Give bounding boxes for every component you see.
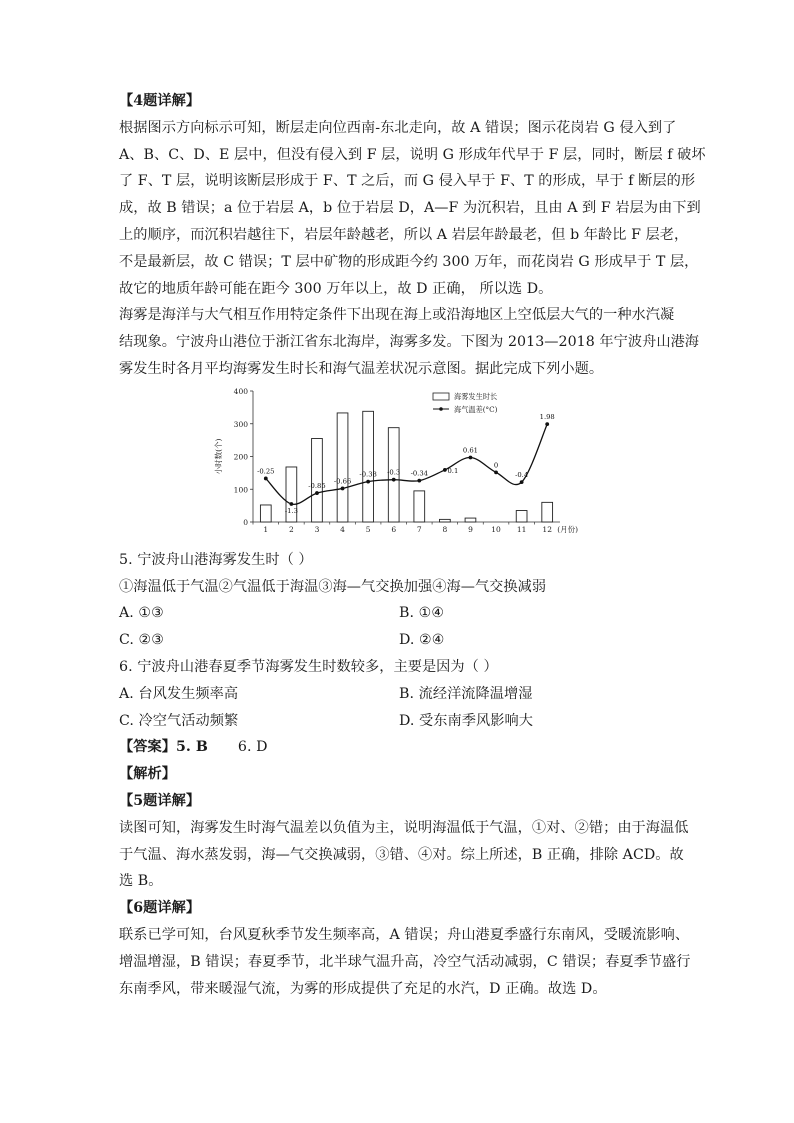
x-tick-label: 5 [365,524,371,534]
bar [440,519,451,522]
legend-line-marker [439,407,443,411]
q6-stem: 6. 宁波舟山港春夏季节海雾发生时数较多，主要是因为（ ） [119,658,498,675]
y-tick-label: 300 [233,419,248,429]
temperature-point [545,422,549,426]
q6-detail-heading: 【6题详解】 [119,900,201,917]
x-tick-label: 3 [314,524,320,534]
x-tick-label: 4 [340,524,345,534]
legend-line-label: 海气温差(°C) [454,404,498,414]
text-line: 选 B。 [119,873,163,890]
temperature-point [494,470,498,474]
fog-chart-svg [214,383,579,543]
text-line: 结现象。宁波舟山港位于浙江省东北海岸，海雾多发。下图为 2013—2018 年宁波舟山港海 [119,334,700,351]
text-line: 上的顺序，而沉积岩越往下，岩层年龄越老，所以 A 岩层年龄最老，但 b 年龄比 F 层老， [119,226,689,243]
temperature-data-label: -0.3 [387,468,401,477]
temperature-point [520,480,524,484]
temperature-point [443,468,447,472]
analysis-heading: 【解析】 [119,766,176,783]
temperature-line [266,424,547,504]
bar [516,510,527,521]
temperature-data-label: 0.1 [447,466,459,475]
legend-bar-swatch [433,393,449,400]
text-line: 联系已学可知，台风夏秋季节发生频率高，A 错误；舟山港夏季盛行东南风，受暖流影响、 [119,926,690,943]
q6-detail-text [119,922,691,1002]
y-tick-label: 200 [233,452,248,462]
answer-second: 6. D [237,739,268,756]
y-tick-label: 0 [243,517,248,527]
option-d: D. ②④ [399,632,445,649]
intro-text [119,302,700,382]
text-line: 读图可知，海雾发生时海气温差以负值为主，说明海温低于气温，①对、②错；由于海温低 [119,819,689,836]
temperature-point [289,502,293,506]
q5-options-row2 [119,627,679,654]
text-line: 成，故 B 错误；a 位于岩层 A，b 位于岩层 D，A—F 为沉积岩，且由 A 到 F 岩层为由下到 [119,200,701,217]
temperature-data-label: -0.25 [257,467,275,476]
text-line: 于气温、海水蒸发弱，海—气交换减弱，③错、④对。综上所述，B 正确，排除 ACD。故 [119,846,684,863]
text-line: 增温增湿，B 错误；春夏季节，北半球气温升高，冷空气活动减弱，C 错误；春夏季节盛行 [119,953,691,970]
answer-label: 【答案】5. B [119,739,208,756]
option-b: B. ①④ [399,605,445,622]
bar [337,413,348,522]
temperature-data-label: 0 [493,461,499,470]
temperature-data-label: 1.98 [539,412,555,421]
temperature-data-label: -0.4 [515,470,529,479]
text-line: 东南季风，带来暖湿气流，为雾的形成提供了充足的水汽，D 正确。故选 D。 [119,980,607,997]
bar [363,411,374,522]
bar [260,505,271,522]
legend-bar-label: 海雾发生时长 [454,391,498,401]
temperature-point [315,491,319,495]
x-tick-label: 2 [288,524,294,534]
fog-chart [119,383,679,543]
document-page [119,88,706,1002]
temperature-point [469,455,473,459]
temperature-data-label: -0.66 [333,477,352,486]
text-line: 雾发生时各月平均海雾发生时长和海气温差状况示意图。据此完成下列小题。 [119,360,604,377]
bar [465,518,476,522]
temperature-data-label: -0.34 [410,469,429,478]
text-line: 不是最新层，故 C 错误；T 层中矿物的形成距今约 300 万年，而花岗岩 G 形成早于 T 层， [119,253,699,270]
q6-options-row2 [119,708,679,735]
q4-detail-text [119,115,706,303]
text-line: 了 F、T 层，说明该断层形成于 F、T 之后，而 G 侵入早于 F、T 的形成，早于 f 断层的形 [119,173,696,190]
x-tick-label: 11 [516,524,527,534]
temperature-data-label: 0.61 [462,446,479,455]
option-a: A. 台风发生频率高 [119,685,239,702]
x-tick-label: 9 [468,524,473,534]
q5-options-row1 [119,600,679,627]
x-axis-label: (月份) [557,524,579,534]
q5-stem: 5. 宁波舟山港海雾发生时（ ） [119,551,313,568]
option-b: B. 流经洋流降温增湿 [399,685,533,702]
y-axis-label: 小时数(个) [214,438,223,475]
temperature-point [366,479,370,483]
x-tick-label: 8 [442,524,448,534]
bar [312,438,323,522]
option-c: C. ②③ [119,632,165,649]
y-tick-label: 400 [233,386,248,396]
x-tick-label: 7 [416,524,422,534]
bar [542,502,553,522]
text-line: 海雾是海洋与大气相互作用特定条件下出现在海上或沿海地区上空低层大气的一种水汽凝 [119,307,675,324]
temperature-data-label: -0.85 [308,481,326,490]
q5-detail-heading: 【5题详解】 [119,792,201,809]
temperature-point [341,486,345,490]
x-tick-label: 10 [491,524,501,534]
text-line: 故它的地质年龄可能在距今 300 万年以上，故 D 正确， 所以选 D。 [119,280,553,297]
x-tick-label: 1 [263,524,269,534]
q5-items: ①海温低于气温②气温低于海温③海—气交换加强④海—气交换减弱 [119,578,547,595]
y-tick-label: 100 [233,485,248,495]
q5-detail-text [119,815,689,895]
temperature-data-label: -1.3 [284,506,298,515]
q4-detail-heading: 【4题详解】 [119,93,201,109]
temperature-point [392,478,396,482]
text-line: 根据图示方向标示可知，断层走向位西南-东北走向，故 A 错误；图示花岗岩 G 侵入到了 [119,119,677,136]
temperature-point [417,479,421,483]
option-c: C. 冷空气活动频繁 [119,712,239,729]
option-d: D. 受东南季风影响大 [399,712,533,729]
text-line: A、B、C、D、E 层中，但没有侵入到 F 层，说明 G 形成年代早于 F 层，同时，断层 f 破坏 [119,146,706,163]
option-a: A. ①③ [119,605,164,622]
x-tick-label: 6 [391,524,397,534]
temperature-point [264,476,268,480]
temperature-data-label: -0.38 [359,470,377,479]
bar [414,491,425,522]
x-tick-label: 12 [542,524,552,534]
answer-line [119,734,679,761]
q6-options-row1 [119,681,679,708]
